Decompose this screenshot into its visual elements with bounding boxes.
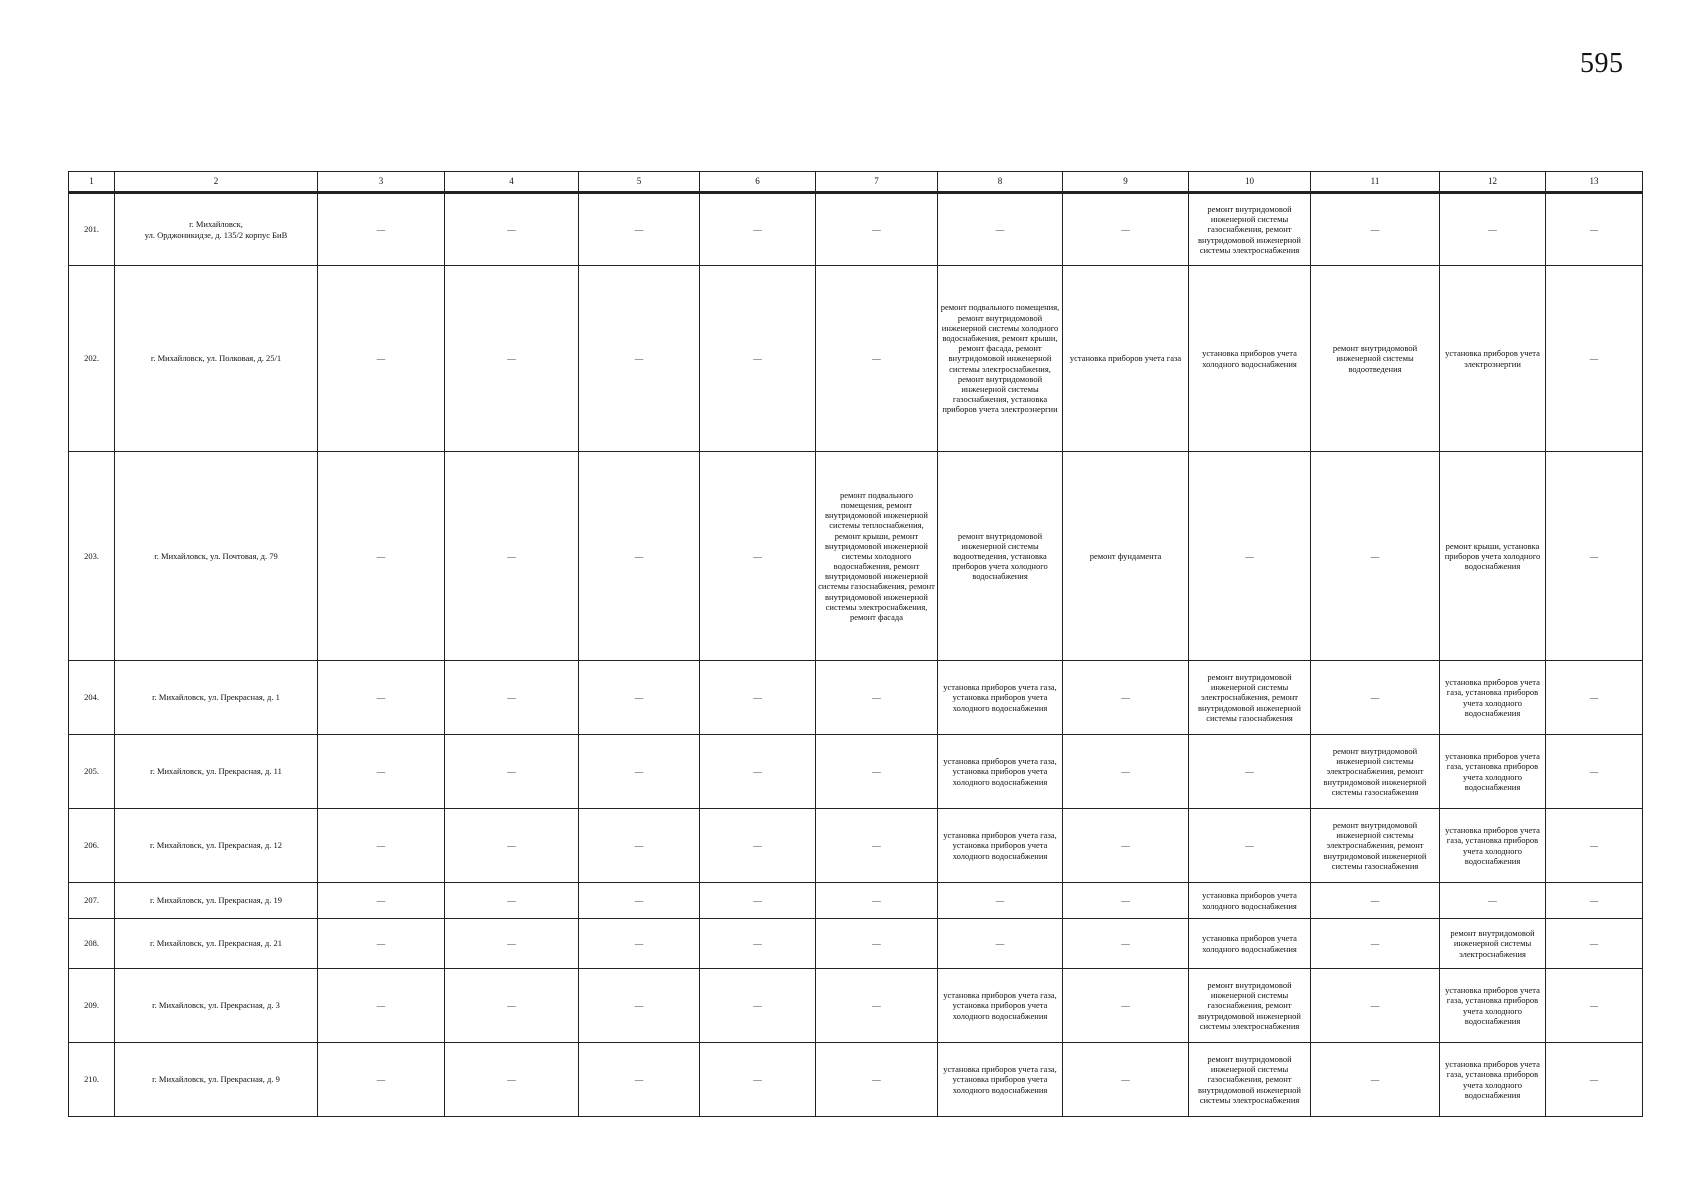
work-cell-c6: — [700, 1043, 816, 1117]
work-cell-c12: установка приборов учета газа, установка приборов учета холодного водоснабжения [1440, 969, 1546, 1043]
work-cell-c4: — [445, 883, 579, 919]
work-cell-c6: — [700, 809, 816, 883]
work-cell-c10: установка приборов учета холодного водоснабжения [1189, 266, 1311, 452]
work-cell-c9: — [1063, 661, 1189, 735]
table-row [69, 661, 1643, 735]
table-row [69, 969, 1643, 1043]
work-cell-c9: — [1063, 735, 1189, 809]
work-cell-c12: установка приборов учета газа, установка приборов учета холодного водоснабжения [1440, 735, 1546, 809]
work-cell-c4: — [445, 809, 579, 883]
work-cell-c12: — [1440, 883, 1546, 919]
work-cell-c7: — [816, 266, 938, 452]
work-cell-c11: — [1311, 661, 1440, 735]
column-header: 7 [816, 172, 938, 193]
work-cell-c11: — [1311, 969, 1440, 1043]
work-cell-c8: — [938, 193, 1063, 266]
row-number-cell: 206. [69, 809, 115, 883]
work-cell-c3: — [318, 919, 445, 969]
work-cell-c7: — [816, 661, 938, 735]
work-cell-c12: ремонт внутридомовой инженерной системы электроснабжения [1440, 919, 1546, 969]
work-cell-c6: — [700, 193, 816, 266]
work-cell-c9: — [1063, 883, 1189, 919]
work-cell-c11: — [1311, 919, 1440, 969]
work-cell-c4: — [445, 452, 579, 661]
work-cell-c10: — [1189, 809, 1311, 883]
work-cell-c10: установка приборов учета холодного водоснабжения [1189, 883, 1311, 919]
work-cell-c6: — [700, 735, 816, 809]
work-cell-c11: — [1311, 193, 1440, 266]
work-cell-c5: — [579, 1043, 700, 1117]
work-cell-c13: — [1546, 883, 1643, 919]
work-cell-c10: ремонт внутридомовой инженерной системы газоснабжения, ремонт внутридомовой инженерной системы электроснабжения [1189, 1043, 1311, 1117]
table-row [69, 1043, 1643, 1117]
work-cell-c5: — [579, 883, 700, 919]
works-table [68, 171, 1643, 1117]
work-cell-c9: — [1063, 969, 1189, 1043]
column-header: 8 [938, 172, 1063, 193]
work-cell-c7: — [816, 193, 938, 266]
work-cell-c3: — [318, 969, 445, 1043]
work-cell-c12: установка приборов учета газа, установка приборов учета холодного водоснабжения [1440, 661, 1546, 735]
work-cell-c5: — [579, 919, 700, 969]
work-cell-c10: установка приборов учета холодного водоснабжения [1189, 919, 1311, 969]
work-cell-c7: ремонт подвального помещения, ремонт внутридомовой инженерной системы теплоснабжения, ремонт крыши, ремонт внутридомовой инженерной системы холодного водоснабжения, ремонт внутридомовой инженерной системы газоснабжения, ремонт внутридомовой инженерной системы электроснабжения, ремонт фасада [816, 452, 938, 661]
table-row [69, 266, 1643, 452]
column-header: 9 [1063, 172, 1189, 193]
work-cell-c11: — [1311, 883, 1440, 919]
page-number: 595 [1580, 48, 1624, 79]
work-cell-c12: — [1440, 193, 1546, 266]
work-cell-c10: ремонт внутридомовой инженерной системы газоснабжения, ремонт внутридомовой инженерной системы электроснабжения [1189, 193, 1311, 266]
work-cell-c13: — [1546, 193, 1643, 266]
work-cell-c4: — [445, 919, 579, 969]
work-cell-c13: — [1546, 809, 1643, 883]
work-cell-c10: — [1189, 735, 1311, 809]
work-cell-c5: — [579, 266, 700, 452]
table-row [69, 452, 1643, 661]
column-number-row [69, 172, 1643, 193]
work-cell-c13: — [1546, 266, 1643, 452]
work-cell-c10: ремонт внутридомовой инженерной системы электроснабжения, ремонт внутридомовой инженерной системы газоснабжения [1189, 661, 1311, 735]
work-cell-c11: — [1311, 1043, 1440, 1117]
row-number-cell: 210. [69, 1043, 115, 1117]
work-cell-c13: — [1546, 1043, 1643, 1117]
column-header: 12 [1440, 172, 1546, 193]
work-cell-c3: — [318, 735, 445, 809]
address-cell: г. Михайловск, ул. Почтовая, д. 79 [115, 452, 318, 661]
work-cell-c11: — [1311, 452, 1440, 661]
address-cell: г. Михайловск, ул. Орджоникидзе, д. 135/2 корпус БиВ [115, 193, 318, 266]
work-cell-c3: — [318, 452, 445, 661]
work-cell-c8: — [938, 919, 1063, 969]
work-cell-c5: — [579, 193, 700, 266]
address-cell: г. Михайловск, ул. Прекрасная, д. 9 [115, 1043, 318, 1117]
column-header: 11 [1311, 172, 1440, 193]
address-cell: г. Михайловск, ул. Прекрасная, д. 11 [115, 735, 318, 809]
column-header: 5 [579, 172, 700, 193]
column-header: 6 [700, 172, 816, 193]
work-cell-c4: — [445, 969, 579, 1043]
work-cell-c12: ремонт крыши, установка приборов учета холодного водоснабжения [1440, 452, 1546, 661]
work-cell-c10: ремонт внутридомовой инженерной системы газоснабжения, ремонт внутридомовой инженерной системы электроснабжения [1189, 969, 1311, 1043]
row-number-cell: 204. [69, 661, 115, 735]
column-header: 4 [445, 172, 579, 193]
work-cell-c12: установка приборов учета газа, установка приборов учета холодного водоснабжения [1440, 1043, 1546, 1117]
work-cell-c3: — [318, 883, 445, 919]
work-cell-c9: ремонт фундамента [1063, 452, 1189, 661]
work-cell-c10: — [1189, 452, 1311, 661]
address-cell: г. Михайловск, ул. Полковая, д. 25/1 [115, 266, 318, 452]
work-cell-c3: — [318, 193, 445, 266]
work-cell-c8: установка приборов учета газа, установка приборов учета холодного водоснабжения [938, 809, 1063, 883]
work-cell-c8: ремонт внутридомовой инженерной системы водоотведения, установка приборов учета холодного водоснабжения [938, 452, 1063, 661]
work-cell-c11: ремонт внутридомовой инженерной системы водоотведения [1311, 266, 1440, 452]
column-header: 2 [115, 172, 318, 193]
column-header: 1 [69, 172, 115, 193]
work-cell-c7: — [816, 919, 938, 969]
row-number-cell: 205. [69, 735, 115, 809]
row-number-cell: 201. [69, 193, 115, 266]
work-cell-c6: — [700, 661, 816, 735]
table-row [69, 809, 1643, 883]
column-header: 3 [318, 172, 445, 193]
work-cell-c6: — [700, 266, 816, 452]
address-cell: г. Михайловск, ул. Прекрасная, д. 21 [115, 919, 318, 969]
work-cell-c8: установка приборов учета газа, установка приборов учета холодного водоснабжения [938, 1043, 1063, 1117]
work-cell-c13: — [1546, 919, 1643, 969]
column-header: 10 [1189, 172, 1311, 193]
work-cell-c3: — [318, 1043, 445, 1117]
work-cell-c11: ремонт внутридомовой инженерной системы электроснабжения, ремонт внутридомовой инженерной системы газоснабжения [1311, 735, 1440, 809]
address-cell: г. Михайловск, ул. Прекрасная, д. 1 [115, 661, 318, 735]
work-cell-c8: — [938, 883, 1063, 919]
work-cell-c6: — [700, 969, 816, 1043]
work-cell-c9: — [1063, 1043, 1189, 1117]
work-cell-c4: — [445, 1043, 579, 1117]
work-cell-c7: — [816, 969, 938, 1043]
work-cell-c8: установка приборов учета газа, установка приборов учета холодного водоснабжения [938, 969, 1063, 1043]
table-row [69, 883, 1643, 919]
row-number-cell: 208. [69, 919, 115, 969]
work-cell-c9: — [1063, 809, 1189, 883]
work-cell-c5: — [579, 452, 700, 661]
work-cell-c6: — [700, 919, 816, 969]
work-cell-c12: установка приборов учета газа, установка приборов учета холодного водоснабжения [1440, 809, 1546, 883]
work-cell-c5: — [579, 969, 700, 1043]
work-cell-c5: — [579, 809, 700, 883]
address-cell: г. Михайловск, ул. Прекрасная, д. 3 [115, 969, 318, 1043]
work-cell-c13: — [1546, 452, 1643, 661]
work-cell-c13: — [1546, 969, 1643, 1043]
work-cell-c6: — [700, 883, 816, 919]
work-cell-c7: — [816, 883, 938, 919]
work-cell-c7: — [816, 735, 938, 809]
work-cell-c7: — [816, 809, 938, 883]
work-cell-c5: — [579, 661, 700, 735]
work-cell-c4: — [445, 661, 579, 735]
work-cell-c7: — [816, 1043, 938, 1117]
work-cell-c8: ремонт подвального помещения, ремонт внутридомовой инженерной системы холодного водоснабжения, ремонт крыши, ремонт фасада, ремонт внутридомовой инженерной системы электроснабжения, ремонт внутридомовой инженерной системы газоснабжения, установка приборов учета электроэнергии [938, 266, 1063, 452]
table-row [69, 193, 1643, 266]
row-number-cell: 207. [69, 883, 115, 919]
work-cell-c9: — [1063, 919, 1189, 969]
work-cell-c13: — [1546, 735, 1643, 809]
work-cell-c6: — [700, 452, 816, 661]
work-cell-c4: — [445, 735, 579, 809]
address-cell: г. Михайловск, ул. Прекрасная, д. 12 [115, 809, 318, 883]
work-cell-c8: установка приборов учета газа, установка приборов учета холодного водоснабжения [938, 661, 1063, 735]
work-cell-c3: — [318, 809, 445, 883]
table-row [69, 735, 1643, 809]
work-cell-c9: установка приборов учета газа [1063, 266, 1189, 452]
column-header: 13 [1546, 172, 1643, 193]
work-cell-c3: — [318, 266, 445, 452]
work-cell-c13: — [1546, 661, 1643, 735]
row-number-cell: 202. [69, 266, 115, 452]
row-number-cell: 203. [69, 452, 115, 661]
work-cell-c11: ремонт внутридомовой инженерной системы электроснабжения, ремонт внутридомовой инженерной системы газоснабжения [1311, 809, 1440, 883]
work-cell-c4: — [445, 266, 579, 452]
row-number-cell: 209. [69, 969, 115, 1043]
table-row [69, 919, 1643, 969]
work-cell-c9: — [1063, 193, 1189, 266]
address-cell: г. Михайловск, ул. Прекрасная, д. 19 [115, 883, 318, 919]
work-cell-c5: — [579, 735, 700, 809]
work-cell-c8: установка приборов учета газа, установка приборов учета холодного водоснабжения [938, 735, 1063, 809]
work-cell-c12: установка приборов учета электроэнергии [1440, 266, 1546, 452]
work-cell-c4: — [445, 193, 579, 266]
work-cell-c3: — [318, 661, 445, 735]
